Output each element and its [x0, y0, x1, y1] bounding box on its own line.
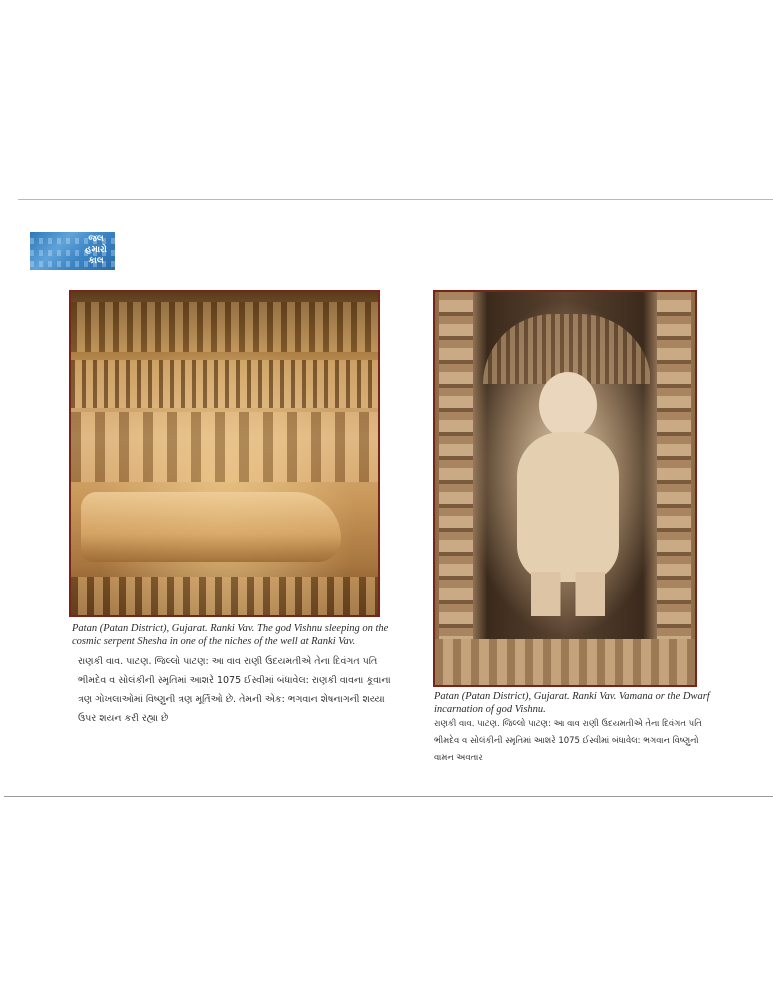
caption-line: ઉપર શયન કરી રહ્યા છે [78, 713, 169, 724]
left-caption-english [72, 622, 389, 648]
caption-line: Patan (Patan District), Gujarat. Ranki Vav. The god Vishnu sleeping on the [72, 623, 389, 634]
jal-hamari-kal-logo-icon [30, 232, 115, 270]
logo-text: જલ હમારો કાલ [85, 234, 107, 266]
caption-line: રાણકી વાવ. પાટણ. જિલ્લો પાટણ: આ વાવ રાણી ઉદયમતીએ તેના દિવંગત પતિ [78, 656, 378, 667]
caption-line: Patan (Patan District), Gujarat. Ranki Vav. Vamana or the Dwarf [434, 691, 710, 702]
vamana-statue-photo [433, 290, 697, 687]
vishnu-reclining-photo [69, 290, 380, 617]
top-divider [18, 199, 773, 200]
caption-line: રાણકી વાવ. પાટણ. જિલ્લો પાટણ: આ વાવ રાણી ઉદયમતીએ તેના દિવંગત પતિ [434, 719, 702, 729]
caption-line: વામન અવતાર [434, 753, 483, 763]
bottom-divider [4, 796, 773, 797]
caption-line: ભીમદેવ વ સોલંકીની સ્મૃતિમાં આશરે 1075 ઈસ્વીમાં બંધાવેલ: રાણકી વાવના કૂવાના [78, 675, 391, 686]
left-caption-gujarati [78, 652, 391, 728]
caption-line: ત્રણ ગોખલાઓમાં વિષ્ણુની ત્રણ મૂર્તિઓ છે. તેમની એક: ભગવાન શેષનાગની શય્યા [78, 694, 385, 705]
caption-line: ભીમદેવ વ સોલંકીની સ્મૃતિમાં આશરે 1075 ઈસ્વીમાં બંધાવેલ: ભગવાન વિષ્ણુનો [434, 736, 699, 746]
right-caption-gujarati [434, 716, 704, 767]
caption-line: cosmic serpent Shesha in one of the niches of the well at Ranki Vav. [72, 636, 356, 647]
right-caption-english [434, 690, 710, 716]
caption-line: incarnation of god Vishnu. [434, 704, 546, 715]
